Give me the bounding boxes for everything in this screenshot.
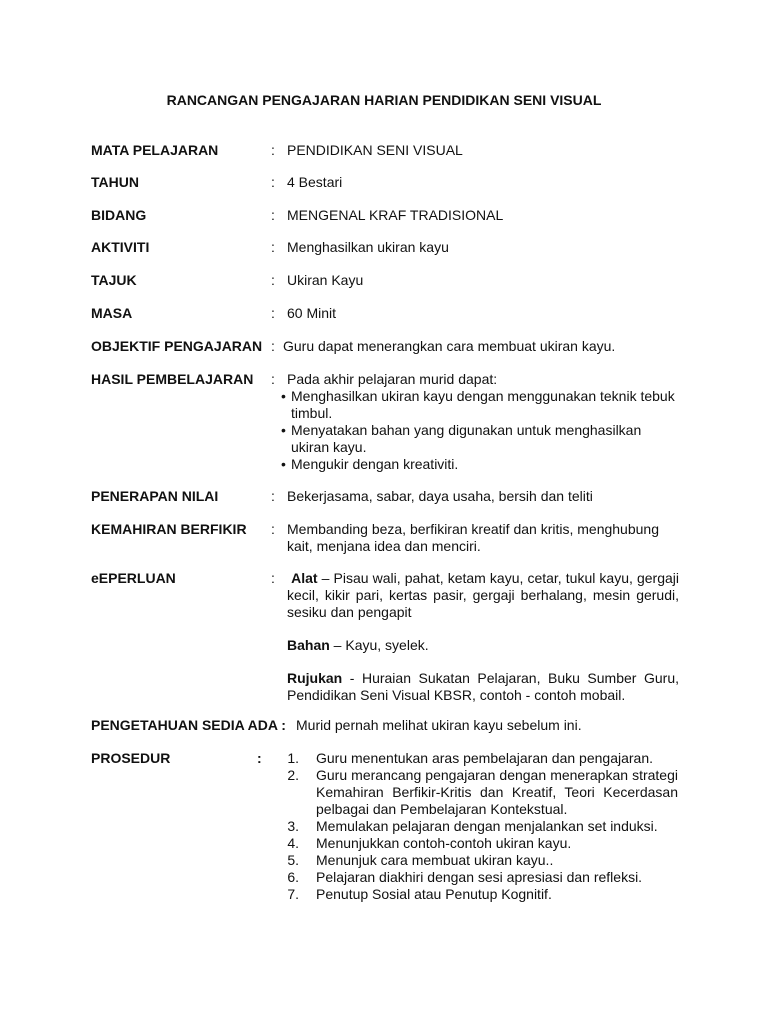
field-colon: : [271, 338, 275, 354]
list-item: • Mengukir dengan kreativiti. [281, 456, 459, 472]
field-label: AKTIVITI [91, 239, 150, 255]
field-value: Membanding beza, berfikiran kreatif dan kritis, menghubung kait, menjana idea dan menciri. [287, 521, 659, 554]
field-value: 60 Minit [287, 305, 337, 321]
field-value: PENDIDIKAN SENI VISUAL [287, 142, 463, 158]
field-colon: : [257, 750, 262, 766]
field-value: Menghasilkan ukiran kayu [287, 239, 449, 255]
hasil-bullet-list [281, 388, 679, 473]
field-label: MATA PELAJARAN [91, 142, 219, 158]
field-label: OBJEKTIF PENGAJARAN [91, 338, 263, 354]
list-item: • Menyatakan bahan yang digunakan untuk menghasilkan ukiran kayu. [281, 422, 642, 455]
list-item: 7. Penutup Sosial atau Penutup Kognitif. [287, 886, 552, 902]
field-label: TAHUN [91, 174, 139, 190]
field-value: Murid pernah melihat ukiran kayu sebelum ini. [296, 717, 582, 733]
field-colon: : [271, 521, 275, 537]
keperluan-alat: Alat – Pisau wali, pahat, ketam kayu, cetar, tukul kayu, gergaji kecil, kikir pari, kertas pasir, gergaji berhalang, mesin gerudi, sesiku dan pengapit [287, 570, 680, 620]
field-label: PENGETAHUAN SEDIA ADA : [91, 717, 286, 733]
field-colon: : [271, 142, 275, 158]
field-colon: : [271, 207, 275, 223]
hasil-intro: Pada akhir pelajaran murid dapat: [287, 371, 498, 387]
field-label: MASA [91, 305, 133, 321]
list-item: 3. Memulakan pelajaran dengan menjalankan set induksi. [287, 818, 658, 834]
bullet-icon: • [281, 388, 286, 404]
field-value: Bekerjasama, sabar, daya usaha, bersih dan teliti [287, 488, 593, 504]
list-item: 2. Guru merancang pengajaran dengan menerapkan strategi Kemahiran Berfikir-Kritis dan Kreatif, Teori Kecerdasan pelbagai dan Pembelajaran Kontekstual. [287, 767, 678, 817]
field-colon: : [271, 239, 275, 255]
field-label: TAJUK [91, 272, 137, 288]
field-label: PENERAPAN NILAI [91, 488, 219, 504]
field-label: HASIL PEMBELAJARAN [91, 371, 254, 387]
field-colon: : [271, 371, 275, 387]
field-value: 4 Bestari [287, 174, 343, 190]
bullet-icon: • [281, 456, 286, 472]
field-value: Ukiran Kayu [287, 272, 364, 288]
field-label: BIDANG [91, 207, 147, 223]
list-item: 5. Menunjuk cara membuat ukiran kayu.. [287, 852, 554, 868]
field-value [281, 371, 679, 473]
field-colon: : [271, 570, 275, 586]
field-colon: : [271, 174, 275, 190]
field-value [287, 570, 679, 704]
field-label: KEMAHIRAN BERFIKIR [91, 521, 247, 537]
field-value: Guru dapat menerangkan cara membuat ukiran kayu. [283, 338, 616, 354]
document-title: RANCANGAN PENGAJARAN HARIAN PENDIDIKAN SENI VISUAL [166, 92, 602, 108]
bullet-icon: • [281, 422, 286, 438]
list-item: 4. Menunjukkan contoh-contoh ukiran kayu. [287, 835, 572, 851]
list-item: • Menghasilkan ukiran kayu dengan menggunakan teknik tebuk timbul. [281, 388, 675, 421]
keperluan-bahan: Bahan – Kayu, syelek. [287, 637, 429, 653]
field-label: eEPERLUAN [91, 570, 176, 586]
prosedur-steps [257, 750, 691, 903]
field-value: MENGENAL KRAF TRADISIONAL [287, 207, 504, 223]
field-colon: : [271, 488, 275, 504]
field-label: PROSEDUR [91, 750, 171, 766]
field-colon: : [271, 305, 275, 321]
field-colon: : [271, 272, 275, 288]
list-item: 6. Pelajaran diakhiri dengan sesi apresiasi dan refleksi. [287, 869, 643, 885]
keperluan-rujukan: Rujukan - Huraian Sukatan Pelajaran, Buku Sumber Guru, Pendidikan Seni Visual KBSR, contoh - contoh mobail. [287, 670, 679, 703]
list-item: 1. Guru menentukan aras pembelajaran dan pengajaran. [287, 750, 654, 766]
